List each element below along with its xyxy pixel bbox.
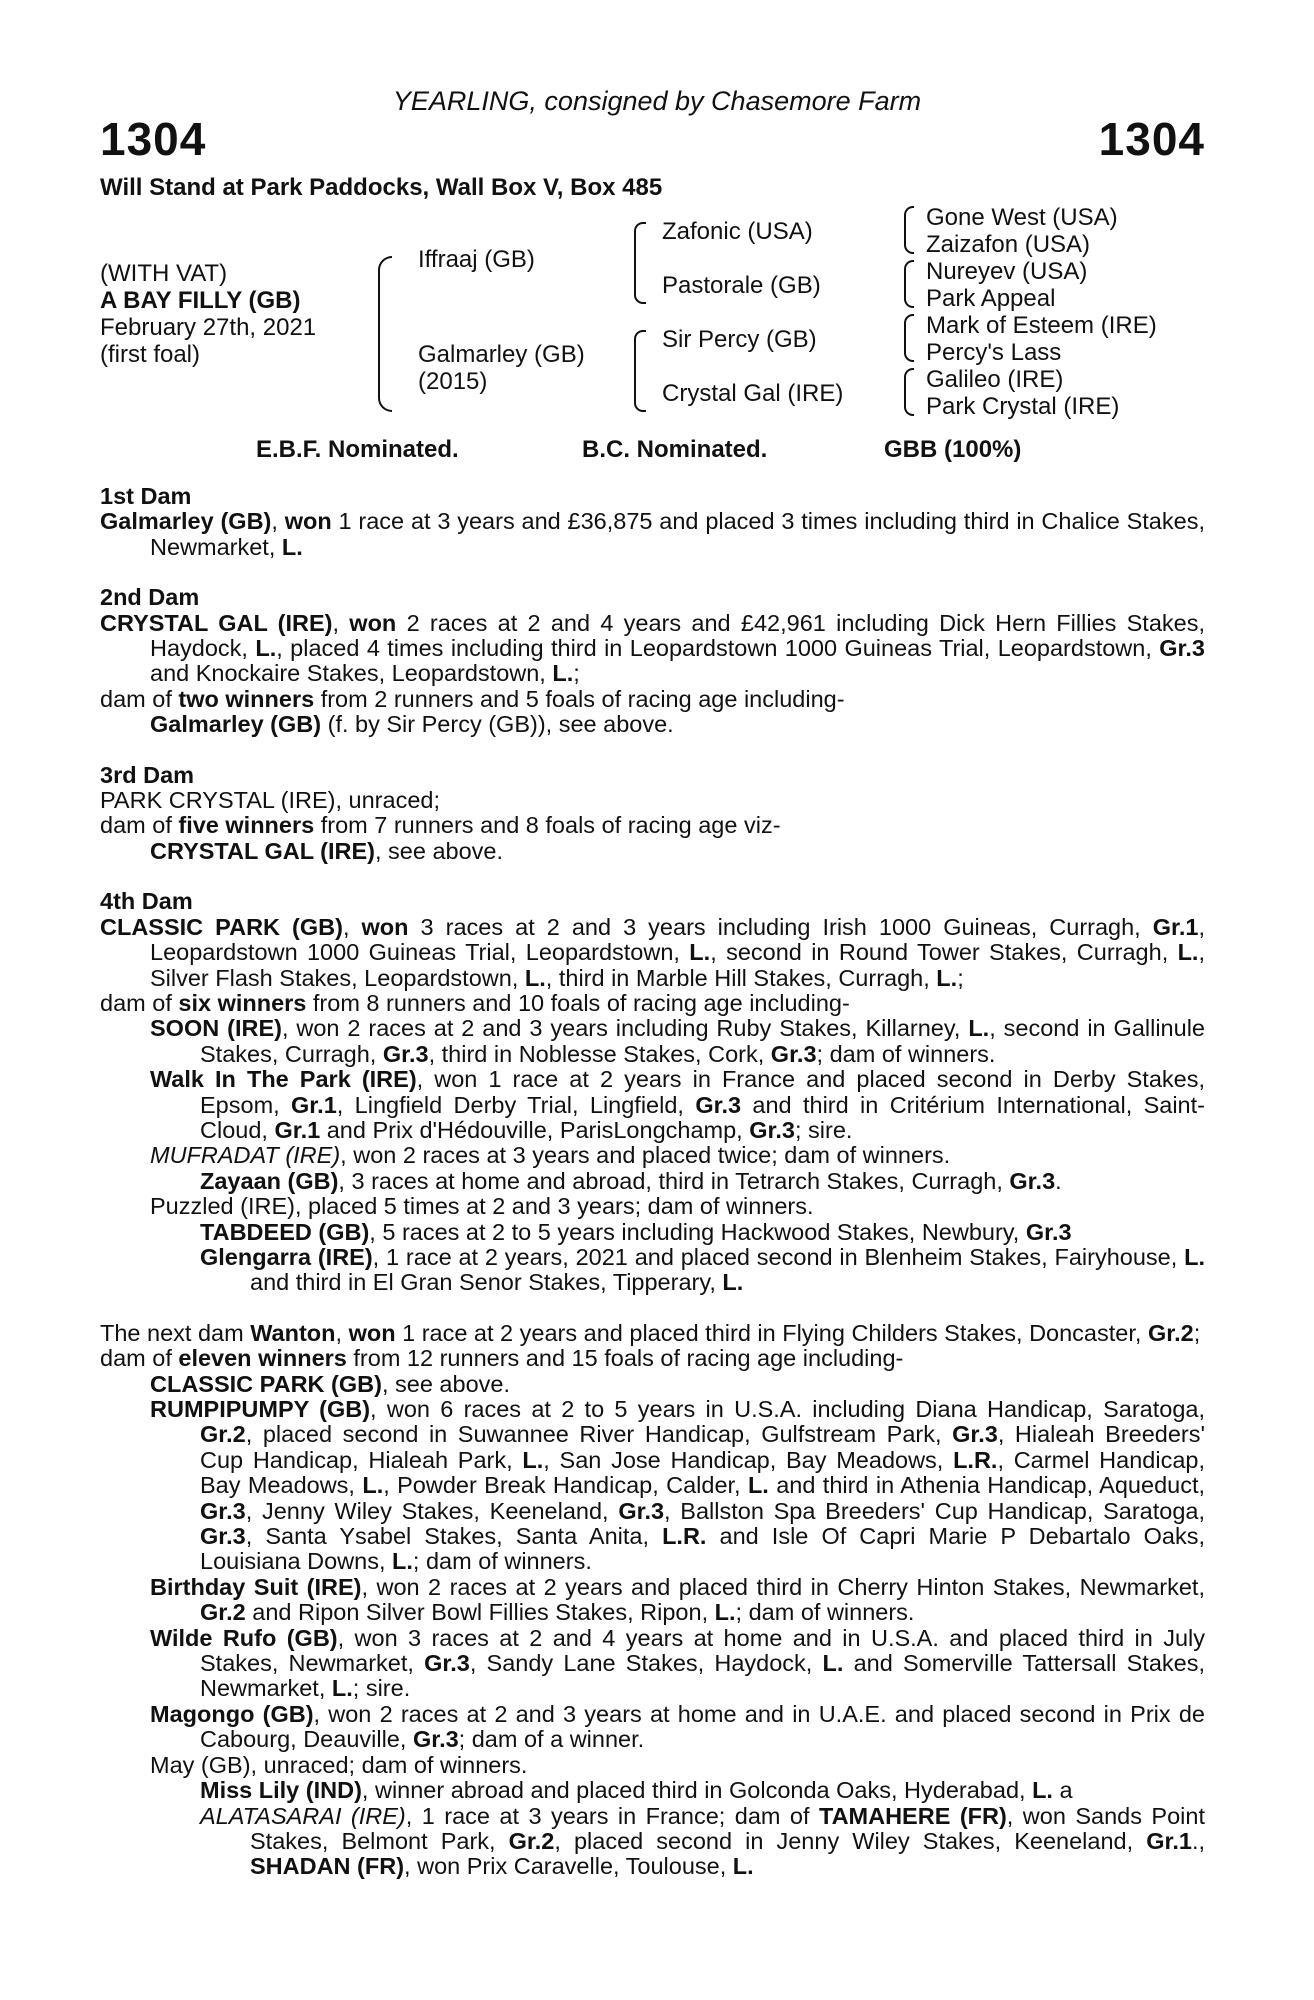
third-dam-heading: 3rd Dam bbox=[100, 761, 195, 788]
produce-entry: Walk In The Park (IRE), won 1 race at 2 years in France and placed second in Derby Stakes, Epsom, Gr.1, Lingfield Derby Trial, Lingfield, Gr.3 and third in Critérium International, Saint-Cloud, Gr.1 and Prix d'Hédouville, ParisLongchamp, Gr.3; sire. bbox=[150, 1066, 1205, 1143]
pedigree-brace bbox=[904, 260, 914, 308]
produce-line: dam of two winners from 2 runners and 5 foals of racing age including- bbox=[100, 685, 845, 712]
bc-nomination: B.C. Nominated. bbox=[582, 436, 768, 463]
produce-entry: TABDEED (GB), 5 races at 2 to 5 years including Hackwood Stakes, Newbury, Gr.3 bbox=[200, 1218, 1072, 1245]
next-dam-entry: The next dam Wanton, won 1 race at 2 years and placed third in Flying Childers Stakes, Doncaster, Gr.2; bbox=[100, 1319, 1201, 1346]
gen3-name-4: Park Appeal bbox=[926, 285, 1056, 312]
sire-sire-name: Zafonic (USA) bbox=[662, 218, 813, 245]
pedigree-brace bbox=[634, 222, 646, 304]
produce-entry: Galmarley (GB) (f. by Sir Percy (GB)), see above. bbox=[150, 711, 674, 738]
consignor-line: YEARLING, consigned by Chasemore Farm bbox=[392, 86, 922, 116]
sire-name: Iffraaj (GB) bbox=[418, 246, 535, 273]
produce-entry: May (GB), unraced; dam of winners. bbox=[150, 1751, 528, 1778]
produce-line: dam of eleven winners from 12 runners and 15 foals of racing age including- bbox=[100, 1345, 904, 1372]
produce-entry: SOON (IRE), won 2 races at 2 and 3 years including Ruby Stakes, Killarney, L., second in Gallinule Stakes, Curragh, Gr.3, third in Noblesse Stakes, Cork, Gr.3; dam of winners. bbox=[150, 1015, 1205, 1067]
stand-location: Will Stand at Park Paddocks, Wall Box V, Box 485 bbox=[100, 174, 663, 201]
gen3-name-2: Zaizafon (USA) bbox=[926, 231, 1091, 258]
dam-sire-name: Sir Percy (GB) bbox=[662, 326, 817, 353]
produce-entry: RUMPIPUMPY (GB), won 6 races at 2 to 5 years in U.S.A. including Diana Handicap, Saratoga, Gr.2, placed second in Suwannee River Handicap, Gulfstream Park, Gr.3, Hialeah Breeders' Cup Handicap, Hialeah Park, L., San Jose Handicap, Bay Meadows, L.R., Carmel Handicap, Bay Meadows, L., Powder Break Handicap, Calder, L. and third in Athenia Handicap, Aqueduct, Gr.3, Jenny Wiley Stakes, Keeneland, Gr.3, Ballston Spa Breeders' Cup Handicap, Saratoga, Gr.3, Santa Ysabel Stakes, Santa Anita, L.R. and Isle Of Capri Marie P Debartalo Oaks, Louisiana Downs, L.; dam of winners. bbox=[150, 1396, 1206, 1575]
pedigree-brace bbox=[378, 256, 392, 412]
produce-entry: CRYSTAL GAL (IRE), see above. bbox=[150, 837, 504, 864]
dam-dam-name: Crystal Gal (IRE) bbox=[662, 380, 844, 407]
gbb-status: GBB (100%) bbox=[884, 436, 1022, 463]
produce-line: dam of six winners from 8 runners and 10 foals of racing age including- bbox=[100, 989, 850, 1016]
lot-number-right: 1304 bbox=[1098, 113, 1205, 165]
gen3-name-7: Galileo (IRE) bbox=[926, 366, 1064, 393]
produce-entry: Magongo (GB), won 2 races at 2 and 3 years at home and in U.A.E. and placed second in Prix de Cabourg, Deauville, Gr.3; dam of a winner. bbox=[150, 1700, 1205, 1753]
gen3-name-3: Nureyev (USA) bbox=[926, 258, 1088, 285]
pedigree-brace bbox=[904, 314, 914, 362]
produce-entry: Puzzled (IRE), placed 5 times at 2 and 3 years; dam of winners. bbox=[150, 1193, 814, 1220]
gen3-name-1: Gone West (USA) bbox=[926, 204, 1118, 231]
lot-number-left: 1304 bbox=[100, 113, 207, 165]
first-dam-heading: 1st Dam bbox=[100, 483, 192, 509]
foaling-date: February 27th, 2021 bbox=[100, 314, 317, 341]
produce-entry: Glengarra (IRE), 1 race at 2 years, 2021 and placed second in Blenheim Stakes, Fairyhouse, L. and third in El Gran Senor Stakes, Tipperary, L. bbox=[200, 1243, 1205, 1296]
fourth-dam-heading: 4th Dam bbox=[100, 888, 193, 915]
fourth-dam-entry: CLASSIC PARK (GB), won 3 races at 2 and 3 years including Irish 1000 Guineas, Curragh, Gr.1, Leopardstown 1000 Guineas Trial, Leopardstown, L., second in Round Tower Stakes, Curragh, L., Silver Flash Stakes, Leopardstown, L., third in Marble Hill Stakes, Curragh, L.; bbox=[100, 913, 1206, 991]
vat-note: (WITH VAT) bbox=[100, 260, 228, 287]
pedigree-brace bbox=[634, 330, 646, 412]
ebf-nomination: E.B.F. Nominated. bbox=[256, 436, 459, 463]
sire-dam-name: Pastorale (GB) bbox=[662, 272, 821, 299]
produce-line: dam of five winners from 7 runners and 8 foals of racing age viz- bbox=[100, 812, 781, 839]
catalogue-body bbox=[100, 484, 1205, 1880]
produce-entry: Birthday Suit (IRE), won 2 races at 2 years and placed third in Cherry Hinton Stakes, Newmarket, Gr.2 and Ripon Silver Bowl Fillies Stakes, Ripon, L.; dam of winners. bbox=[150, 1573, 1205, 1626]
gen3-name-6: Percy's Lass bbox=[926, 339, 1062, 366]
produce-entry: Zayaan (GB), 3 races at home and abroad, third in Tetrarch Stakes, Curragh, Gr.3. bbox=[200, 1167, 1062, 1194]
dam-year: (2015) bbox=[418, 368, 488, 395]
produce-entry: Miss Lily (IND), winner abroad and placed third in Golconda Oaks, Hyderabad, L. a bbox=[200, 1777, 1073, 1804]
foal-note: (first foal) bbox=[100, 341, 201, 368]
produce-entry: ALATASARAI (IRE), 1 race at 3 years in France; dam of TAMAHERE (FR), won Sands Point Stakes, Belmont Park, Gr.2, placed second in Jenny Wiley Stakes, Keeneland, Gr.1., SHADAN (FR), won Prix Caravelle, Toulouse, L. bbox=[200, 1802, 1205, 1880]
second-dam-heading: 2nd Dam bbox=[100, 584, 200, 611]
third-dam-entry: PARK CRYSTAL (IRE), unraced; bbox=[100, 787, 440, 814]
pedigree-brace bbox=[904, 368, 914, 416]
dam-name: Galmarley (GB) bbox=[418, 341, 585, 368]
first-dam-entry: Galmarley (GB), won 1 race at 3 years and £36,875 and placed 3 times including third in Chalice Stakes, Newmarket, L. bbox=[100, 508, 1205, 560]
lot-title: A BAY FILLY (GB) bbox=[100, 287, 301, 314]
produce-entry: CLASSIC PARK (GB), see above. bbox=[150, 1370, 510, 1397]
gen3-name-8: Park Crystal (IRE) bbox=[926, 393, 1120, 420]
second-dam-entry: CRYSTAL GAL (IRE), won 2 races at 2 and 4 years and £42,961 including Dick Hern Fillies Stakes, Haydock, L., placed 4 times including third in Leopardstown 1000 Guineas Trial, Leopardstown, Gr.3 and Knockaire Stakes, Leopardstown, L.; bbox=[100, 609, 1206, 687]
pedigree-brace bbox=[904, 206, 914, 254]
produce-entry: MUFRADAT (IRE), won 2 races at 3 years and placed twice; dam of winners. bbox=[150, 1142, 951, 1169]
produce-entry: Wilde Rufo (GB), won 3 races at 2 and 4 years at home and in U.S.A. and placed third in July Stakes, Newmarket, Gr.3, Sandy Lane Stakes, Haydock, L. and Somerville Tattersall Stakes, Newmarket, L.; sire. bbox=[150, 1624, 1206, 1702]
gen3-name-5: Mark of Esteem (IRE) bbox=[926, 312, 1157, 339]
